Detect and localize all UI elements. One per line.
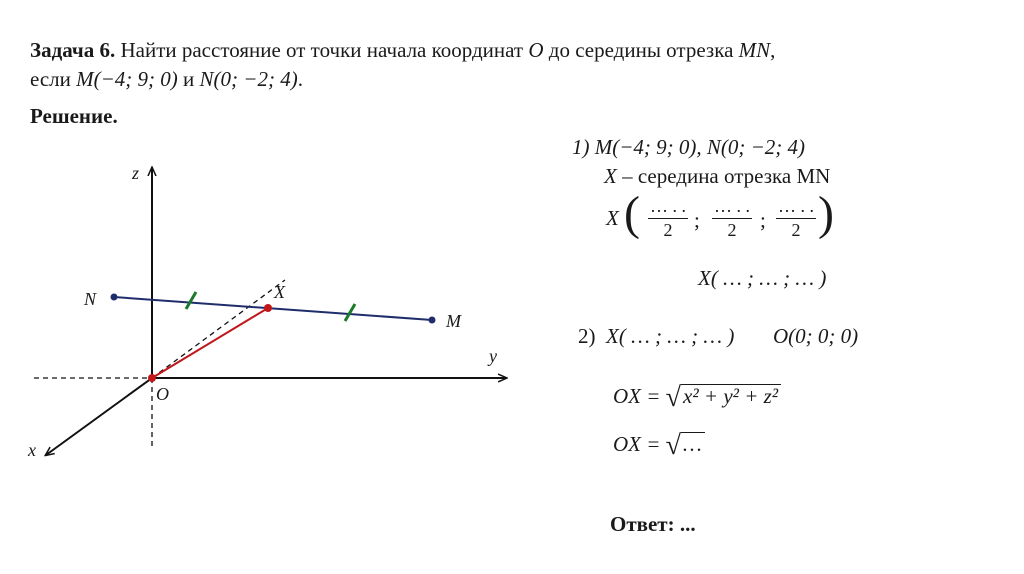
result-radicand: … (681, 432, 705, 455)
step2-x-coords: X( … ; … ; … ) (606, 324, 735, 348)
distance-formula: OX = √x² + y² + z² (613, 382, 781, 414)
problem-point-n: N(0; −2; 4) (199, 67, 298, 91)
tick-mark-2 (345, 304, 355, 321)
point-n-dot (111, 294, 118, 301)
solution-heading: Решение. (30, 104, 118, 128)
separator-2: ; (760, 208, 766, 232)
distance-result: OX = √… (613, 430, 705, 462)
step1-points: 1) M(−4; 9; 0), N(0; −2; 4) (572, 135, 806, 159)
segment-name: MN (738, 38, 771, 62)
origin-label: O (156, 384, 169, 404)
step1-midpoint-text: X – середина отрезка MN (604, 164, 831, 188)
step2-label: 2) (578, 324, 596, 348)
formula-radicand: x² + y² + z² (681, 384, 781, 407)
problem-line-1: Задача 6. Найти расстояние от точки начала координат O до середины отрезка MN, (30, 38, 776, 62)
origin-symbol: O (528, 38, 544, 62)
fraction-y: … . . 2 (714, 196, 750, 240)
sqrt-icon-2: √ (665, 430, 682, 461)
point-n-label: N (84, 289, 97, 309)
axis-x-label: x (28, 440, 36, 460)
sqrt-icon: √ (665, 382, 682, 413)
answer-value: ... (674, 512, 696, 536)
tick-mark-1 (186, 292, 196, 309)
right-paren: ) (818, 187, 834, 240)
axis-y-label: y (489, 346, 497, 366)
point-m-dot (429, 317, 436, 324)
x-axis (46, 378, 152, 455)
fraction-z: … . . 2 (778, 196, 814, 240)
problem-label: Задача 6. (30, 38, 116, 62)
separator-1: ; (694, 208, 700, 232)
segment-ox (152, 308, 268, 378)
step1-result: X( … ; … ; … ) (698, 266, 827, 290)
left-paren: ( (624, 187, 640, 240)
segment-nm (114, 297, 432, 320)
point-m-label: M (446, 311, 461, 331)
answer (610, 512, 696, 537)
origin-dot (148, 374, 156, 382)
answer-label: Ответ: (610, 512, 675, 536)
step2-o-coords: O(0; 0; 0) (773, 324, 859, 348)
x-axis-negative-dashed (152, 280, 285, 378)
point-x-dot (264, 304, 272, 312)
axis-z-label: z (132, 163, 140, 183)
step1-x-prefix: X (606, 206, 619, 230)
point-x-label: X (274, 282, 285, 302)
problem-point-m: M(−4; 9; 0) (76, 67, 178, 91)
fraction-x: … . . 2 (650, 196, 686, 240)
problem-line-2: если M(−4; 9; 0) и N(0; −2; 4). (30, 67, 303, 91)
